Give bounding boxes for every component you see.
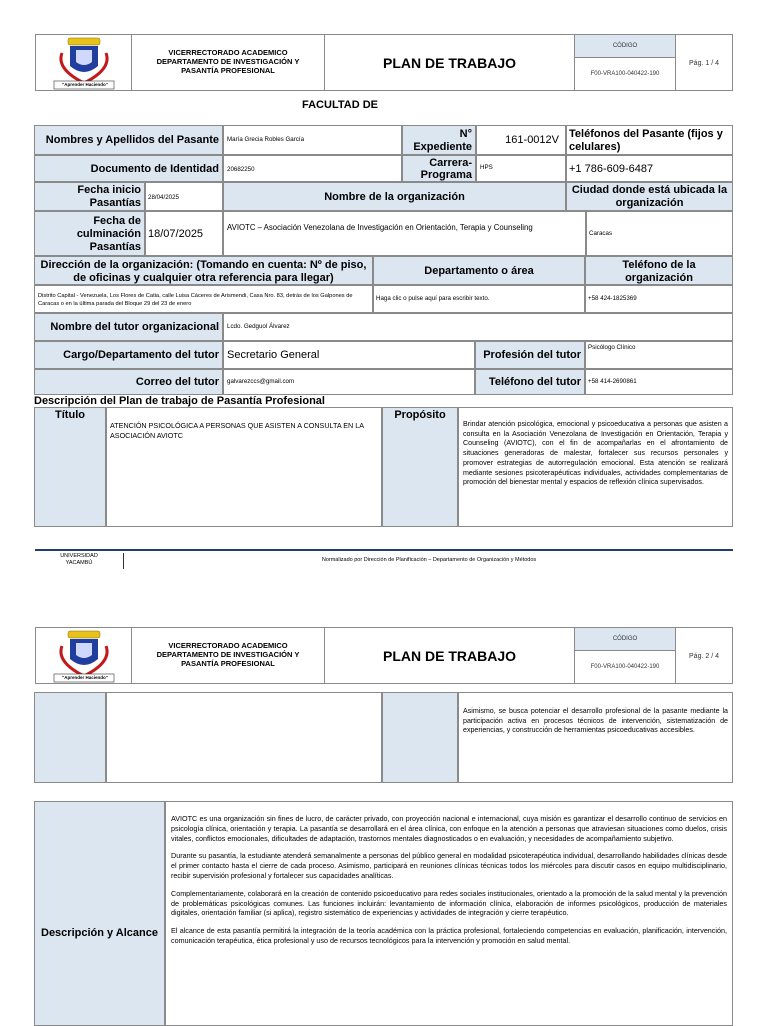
documento-field[interactable] [223,155,402,182]
carrera-label [402,155,476,182]
nombres-label [34,125,223,155]
ciudad-value: Caracas [589,230,613,237]
proposito-field[interactable] [458,407,733,527]
telefono-org-field[interactable] [585,285,733,313]
correo-field[interactable] [223,369,475,395]
descripcion-label [34,801,165,1026]
telefonos-label [566,125,733,155]
motto-text: "Aprender Haciendo" [62,82,108,87]
footer-univ-line1: UNIVERSIDAD [60,553,98,559]
carrera-value: HPS [480,164,493,171]
department-name-2 [132,628,325,683]
expediente-label [402,125,476,155]
tutor-label [34,313,223,341]
code-label: CÓDIGO [575,35,675,58]
telefono-tutor-label-text: Teléfono del tutor [488,376,581,388]
footer-university [35,553,124,569]
code-value: F00-VRA100-040422-190 [590,71,660,77]
tutor-field[interactable] [223,313,733,341]
ciudad-label-text: Ciudad donde está ubicada la organización [571,184,728,209]
proposito-field-cont[interactable] [458,692,733,783]
cargo-value: Secretario General [227,349,320,361]
carrera-label-text: Carrera-Programa [420,157,472,181]
titulo-label [34,407,106,527]
footer-univ-line2: YACAMBÚ [65,559,93,566]
proposito-paragraph-2: Asimismo, se busca potenciar el desarrollo profesional de la pasante mediante la participación activa en procesos técnicos de intervención, sistematización de experiencias, y construcción de herramientas psicoeducativas accesibles. [463,707,728,735]
profesion-label [475,341,585,369]
descripcion-paragraph-1: AVIOTC es una organización sin fines de lucro, de carácter privado, con proyección nacional e internacional, cuya misión es garantizar el desarrollo continuo de servicios en psicología clínica, orientación y terapia. La pasantía se desarrollará en el área clínica, con enfoque en la atención a personas que atraviesan situaciones como duelos, crisis vitales, conflictos emocionales, dificultades de adaptación, trastornos mentales diagnosticados o en evaluación, y necesidades de acompañamiento subjetivo. [171,814,727,843]
telefono-org-label [585,256,733,285]
profesion-label-text: Profesión del tutor [483,349,581,361]
fecha-culm-field[interactable] [145,211,223,256]
carrera-field[interactable] [476,155,566,182]
profesion-field[interactable] [585,341,733,369]
profesion-value: Psicólogo Clínico [588,344,636,351]
fecha-culm-label-text: Fecha de culminación Pasantías [76,215,141,253]
telefono-pasante-field[interactable] [566,155,733,182]
expediente-value: 161-0012V [505,134,559,146]
documento-value: 20682250 [227,166,255,173]
fecha-culm-label [34,211,145,256]
cargo-label [34,341,223,369]
proposito-label-text: Propósito [394,409,446,421]
org-name-label-text: Nombre de la organización [324,191,465,203]
dept-line-3: PASANTÍA PROFESIONAL [181,659,275,668]
telefono-org-value: +58 424-1825369 [588,295,637,302]
code-value-2: F00-VRA100-040422-190 [590,664,660,670]
department-name [132,35,325,90]
telefonos-label-text: Teléfonos del Pasante (fijos y celulares) [569,128,723,153]
code-cell-2 [575,628,676,683]
direccion-label [34,256,373,285]
telefono-pasante-value: +1 786-609-6487 [569,163,654,175]
tutor-value: Lcdo. Gedguol Álvarez [227,323,290,330]
logo-cell [36,35,132,90]
motto-text-2: "Aprender Haciendo" [62,675,108,680]
departamento-label [373,256,585,285]
departamento-field[interactable] [373,285,585,313]
tutor-label-text: Nombre del tutor organizacional [50,321,219,333]
titulo-label-cont [34,692,106,783]
descripcion-paragraph-4: El alcance de esta pasantía permitirá la integración de la teoría académica con la práctica profesional, fortaleciendo competencias en evaluación, planificación, intervención, comunicación terapéutica, ética profesional y uso de recursos tecnológicos para la intervención y promoción en salud mental. [171,926,727,945]
org-name-label [223,182,566,211]
page-footer [35,549,733,571]
expediente-label-text: N° Expediente [413,128,472,153]
code-cell [575,35,676,90]
org-name-field[interactable] [223,211,586,256]
cargo-label-text: Cargo/Departamento del tutor [63,349,219,361]
descripcion-paragraph-3: Complementariamente, colaborará en la creación de contenido psicoeducativo para redes sociales institucionales, orientado a la promoción de la salud mental y la prevención de problemáticas psicológicas comunes. Las funciones incluirán: levantamiento de información clínica, elaboración de informes psicológicos, producción de materiales digitales, orientación familiar (si aplica), registro sistemático de experiencias y actividades de integración y cierre terapéutico. [171,888,727,918]
document-title-2: PLAN DE TRABAJO [325,628,575,683]
page-header [35,34,733,91]
fecha-inicio-label [34,182,145,211]
descripcion-label-text: Descripción y Alcance [41,927,158,939]
descripcion-field[interactable] [165,801,733,1026]
faculty-title: FACULTAD DE [302,99,378,111]
code-label-2: CÓDIGO [575,628,675,651]
descripcion-paragraph-2: Durante su pasantía, la estudiante atenderá semanalmente a personas del público general en modalidad psicoterapéutica individual, desarrollando habilidades clínicas desde el primer contacto hasta el cierre de cada proceso. Asimismo, participará en reuniones clínicas técnicas todos los miércoles para discutir casos en equipo multidisciplinario, recibir supervisión profesional y fortalecer sus capacidades analíticas. [171,851,727,880]
fecha-inicio-label-text: Fecha inicio Pasantías [77,184,141,209]
telefono-tutor-field[interactable] [585,369,733,395]
proposito-paragraph-1: Brindar atención psicológica, emocional y psicoeducativa a personas que asisten a consulta en la Asociación Venezolana de Investigación en Orientación, Terapia y Counseling (AVIOTC), con el fin de acompañarlas en el afrontamiento de situaciones generadoras de malestar, fortalecer sus recursos personales y promover estrategias de autorregulación emocional. Esta atención se realizará mediante sesiones psicoterapéuticas individuales, actividades complementarias de promoción del bienestar mental y espacios de reflexión clínica supervisados. [463,420,728,487]
correo-label-text: Correo del tutor [135,376,219,388]
nombres-label-text: Nombres y Apellidos del Pasante [45,134,219,146]
dept-line-2: DEPARTAMENTO DE INVESTIGACIÓN Y [156,57,300,66]
dept-line-3: PASANTÍA PROFESIONAL [181,66,275,75]
fecha-culm-value: 18/07/2025 [148,228,204,240]
telefono-tutor-value: +58 414-2690861 [588,378,637,385]
departamento-label-text: Departamento o área [424,265,534,277]
document-title: PLAN DE TRABAJO [325,35,575,90]
direccion-label-text: Dirección de la organización: (Tomando en cuenta: Nº de piso, de oficinas y cualquier otra referencia para llegar) [40,259,367,284]
org-name-value: AVIOTC – Asociación Venezolana de Investigación en Orientación, Terapia y Counseling [227,223,533,232]
cargo-field[interactable] [223,341,475,369]
page-header-2 [35,627,733,684]
titulo-label-text: Título [55,409,85,421]
dept-line-1: VICERRECTORADO ACADEMICO [168,641,288,650]
nombres-field[interactable] [223,125,402,155]
documento-label-text: Documento de Identidad [90,163,219,175]
dept-line-1: VICERRECTORADO ACADEMICO [168,48,288,57]
telefono-org-label-text: Teléfono de la organización [622,259,696,284]
direccion-value: Distrito Capital - Venezuela, Los Flores de Catia, calle Luisa Cáceres de Arismendi, Casa Nro. 83, detrás de los Galpones de Caracas o en la última parada del Bloque 29 del 23 de enero [38,293,353,307]
titulo-value: ATENCIÓN PSICOLÓGICA A PERSONAS QUE ASISTEN A CONSULTA EN LA ASOCIACIÓN AVIOTC [110,421,364,440]
fecha-inicio-value: 28/04/2025 [148,194,179,201]
proposito-label-cont [382,692,458,783]
correo-label [34,369,223,395]
footer-norm-text: Normalizado por Dirección de Planificación – Departamento de Organización y Métodos [321,557,537,563]
page-number-2: Pág. 2 / 4 [689,653,719,660]
nombres-value: María Grecia Robles García [227,136,305,143]
correo-value: galvarezccs@gmail.com [227,378,295,385]
page-number: Pág. 1 / 4 [689,60,719,67]
expediente-field[interactable] [476,125,566,155]
proposito-label [382,407,458,527]
telefono-tutor-label [475,369,585,395]
titulo-field[interactable] [106,407,382,527]
logo-cell-2 [36,628,132,683]
direccion-field[interactable] [34,285,373,313]
titulo-field-cont [106,692,382,783]
dept-line-2: DEPARTAMENTO DE INVESTIGACIÓN Y [156,650,300,659]
ciudad-field[interactable] [586,211,733,256]
plan-section-title: Descripción del Plan de trabajo de Pasantía Profesional [34,395,325,407]
departamento-value: Haga clic o pulse aquí para escribir texto. [376,295,490,302]
ciudad-label [566,182,733,211]
documento-label [34,155,223,182]
fecha-inicio-field[interactable] [145,182,223,211]
